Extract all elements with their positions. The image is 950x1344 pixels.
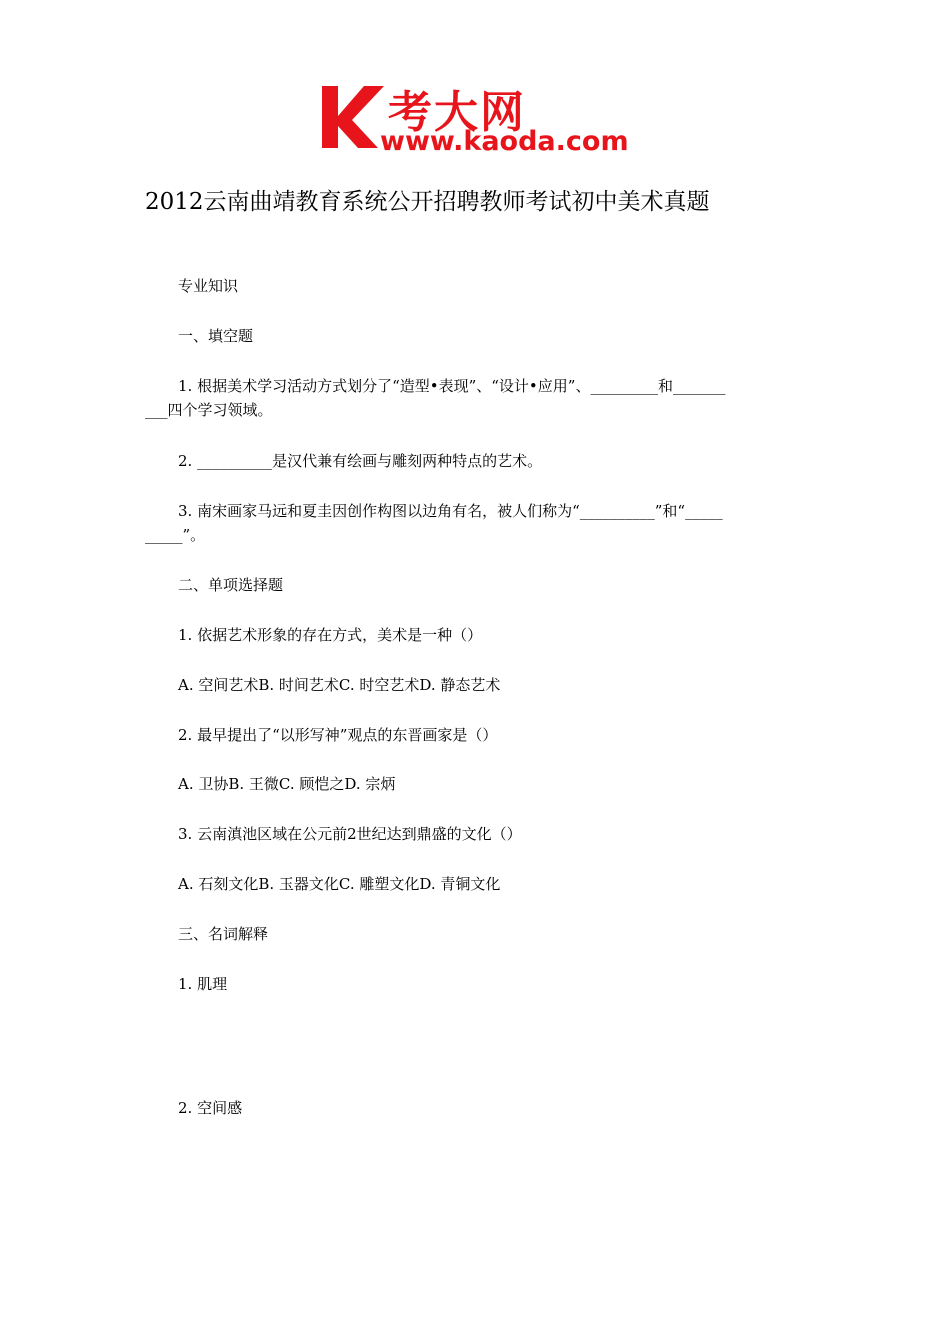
section-heading-single-choice: 二、单项选择题 bbox=[178, 576, 284, 594]
section-heading-fill-blank: 一、填空题 bbox=[178, 327, 254, 345]
question-text-continued: ___四个学习领域。 bbox=[145, 401, 273, 419]
question-text: 2. __________是汉代兼有绘画与雕刻两种特点的艺术。 bbox=[178, 452, 543, 470]
question-text: 2. 最早提出了“以形写神”观点的东晋画家是（） bbox=[178, 726, 498, 744]
term-item: 1. 肌理 bbox=[178, 975, 228, 993]
k-logo-icon bbox=[318, 82, 388, 152]
question-text: 1. 依据艺术形象的存在方式，美术是一种（） bbox=[178, 626, 483, 644]
answer-options: A. 空间艺术B. 时间艺术C. 时空艺术D. 静态艺术 bbox=[178, 676, 501, 694]
question-text: 3. 南宋画家马远和夏圭因创作构图以边角有名，被人们称为“__________”和“_____ bbox=[178, 502, 723, 520]
section-heading-terms: 三、名词解释 bbox=[178, 925, 269, 943]
page-title: 2012云南曲靖教育系统公开招聘教师考试初中美术真题 bbox=[145, 189, 710, 215]
question-text: 1. 根据美术学习活动方式划分了“造型•表现”、“设计•应用”、_________和_______ bbox=[178, 377, 726, 395]
section-label: 专业知识 bbox=[178, 277, 239, 295]
answer-options: A. 卫协B. 王微C. 顾恺之D. 宗炳 bbox=[178, 775, 396, 793]
answer-options: A. 石刻文化B. 玉器文化C. 雕塑文化D. 青铜文化 bbox=[178, 875, 501, 893]
kaoda-logo bbox=[318, 80, 638, 160]
logo-brand-text: 考大网 bbox=[388, 87, 526, 138]
term-item: 2. 空间感 bbox=[178, 1099, 243, 1117]
question-text-continued: _____”。 bbox=[145, 526, 206, 544]
question-text: 3. 云南滇池区域在公元前2世纪达到鼎盛的文化（） bbox=[178, 825, 522, 843]
logo-url-text: www.kaoda.com bbox=[380, 126, 629, 157]
